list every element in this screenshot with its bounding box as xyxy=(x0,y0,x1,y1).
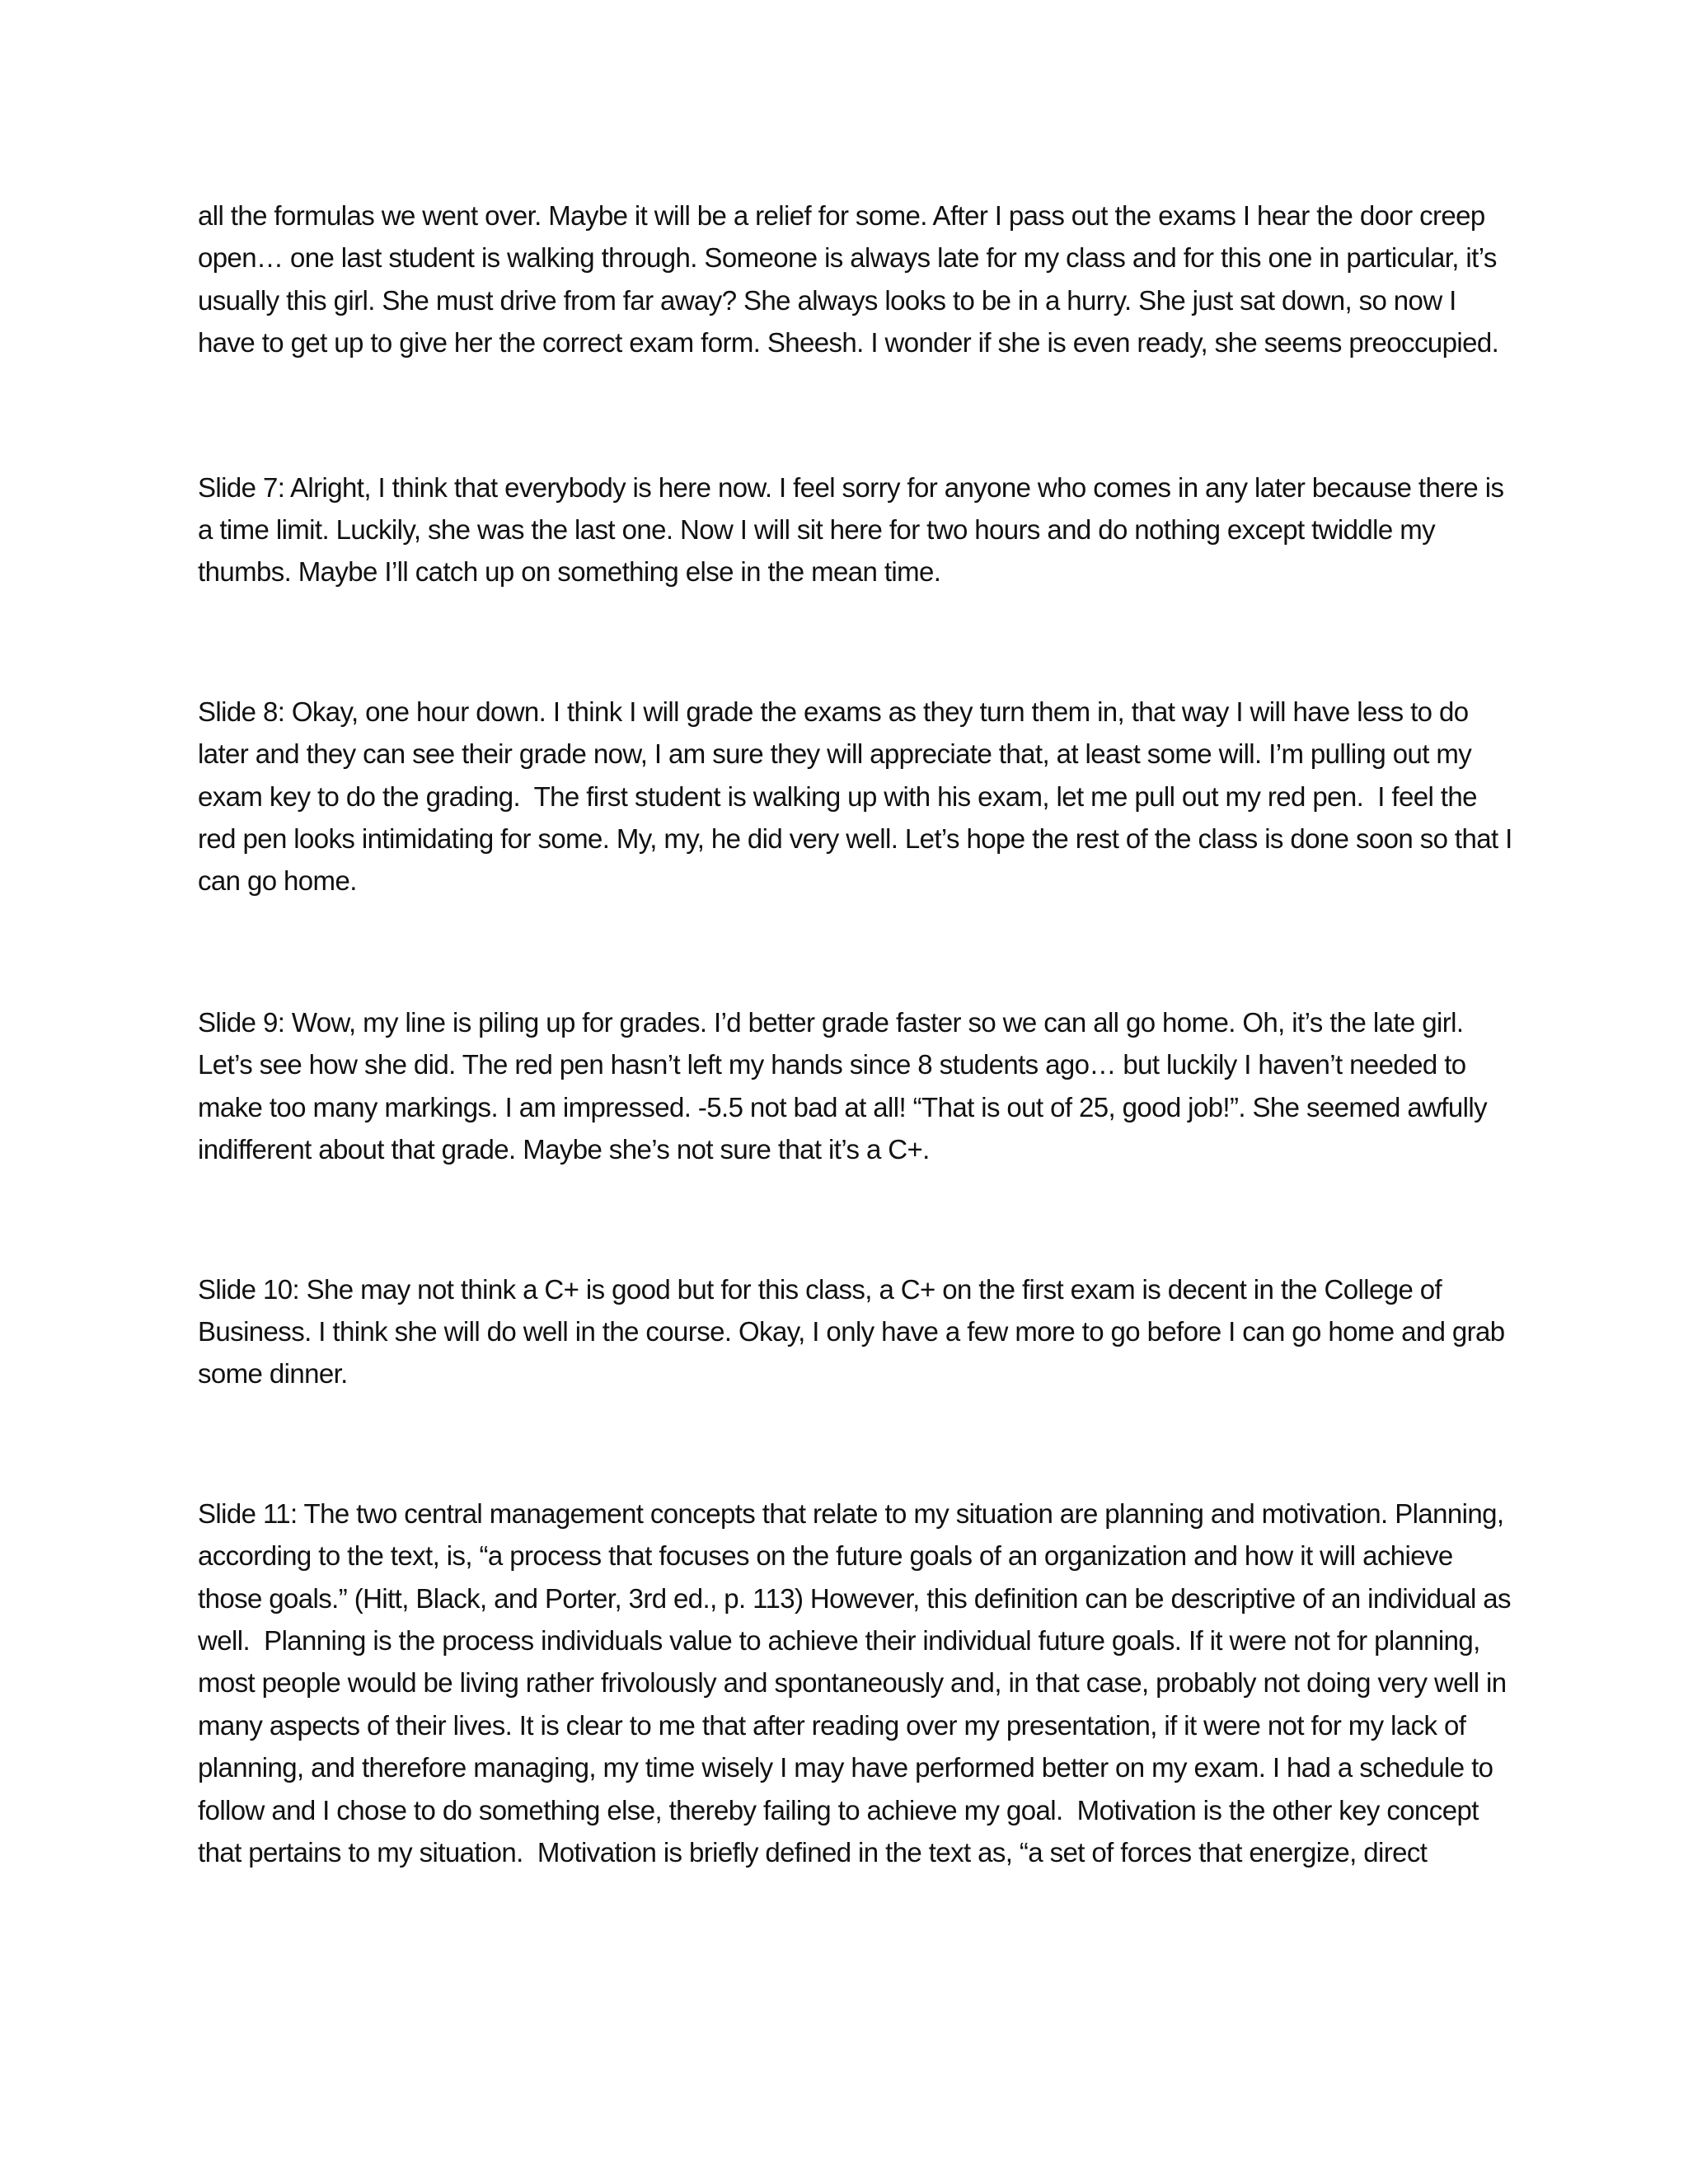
paragraph-slide-7: Slide 7: Alright, I think that everybody is here now. I feel sorry for anyone who comes in any later because there is a time limit. Luckily, she was the last one. Now I will sit here for two hours and do nothing except twiddle my thumbs. Maybe I’ll catch up on something else in the mean time. xyxy=(198,471,1511,588)
paragraph-slide-10: Slide 10: She may not think a C+ is good but for this class, a C+ on the first exam is decent in the College of Business. I think she will do well in the course. Okay, I only have a few more to go before I can go home and grab some dinner. xyxy=(198,1273,1512,1390)
paragraph-slide-9: Slide 9: Wow, my line is piling up for grades. I’d better grade faster so we can all go home. Oh, it’s the late girl. Let’s see how she did. The red pen hasn’t left my hands since 8 students ago… but luckily I haven’t needed to make too many markings. I am impressed. -5.5 not bad at all! “That is out of 25, good job!”. She seemed awfully indifferent about that grade. Maybe she’s not sure that it’s a C+. xyxy=(198,1006,1494,1165)
paragraph-continuation: all the formulas we went over. Maybe it will be a relief for some. After I pass out the exams I hear the door creep open… one last student is walking through. Someone is always late for my class and for this one in particular, it’s usually this girl. She must drive from far away? She always looks to be in a hurry. She just sat down, so now I have to get up to give her the correct exam form. Sheesh. I wonder if she is even ready, she seems preoccupied. xyxy=(198,200,1504,359)
paragraph-slide-11: Slide 11: The two central management concepts that relate to my situation are planning and motivation. Planning, according to the text, is, “a process that focuses on the future goals of an organization and how it will achieve those goals.” (Hitt, Black, and Porter, 3rd ed., p. 113) However, this definition can be descriptive of an individual as well. Planning is the process individuals value to achieve their individual future goals. If it were not for planning, most people would be living rather frivolously and spontaneously and, in that case, probably not doing very well in many aspects of their lives. It is clear to me that after reading over my presentation, if it were not for my lack of planning, and therefore managing, my time wisely I may have performed better on my exam. I had a schedule to follow and I chose to do something else, thereby failing to achieve my goal. Motivation is the other key concept that pertains to my situation. Motivation is briefly defined in the text as, “a set of forces that energize, direct xyxy=(198,1497,1518,1868)
document-body xyxy=(198,194,1520,1873)
paragraph-slide-8: Slide 8: Okay, one hour down. I think I will grade the exams as they turn them in, that way I will have less to do later and they can see their grade now, I am sure they will appreciate that, at least some will. I’m pulling out my exam key to do the grading. The first student is walking up with his exam, let me pull out my red pen. I feel the red pen looks intimidating for some. My, my, he did very well. Let’s hope the rest of the class is done soon so that I can go home. xyxy=(198,696,1520,897)
